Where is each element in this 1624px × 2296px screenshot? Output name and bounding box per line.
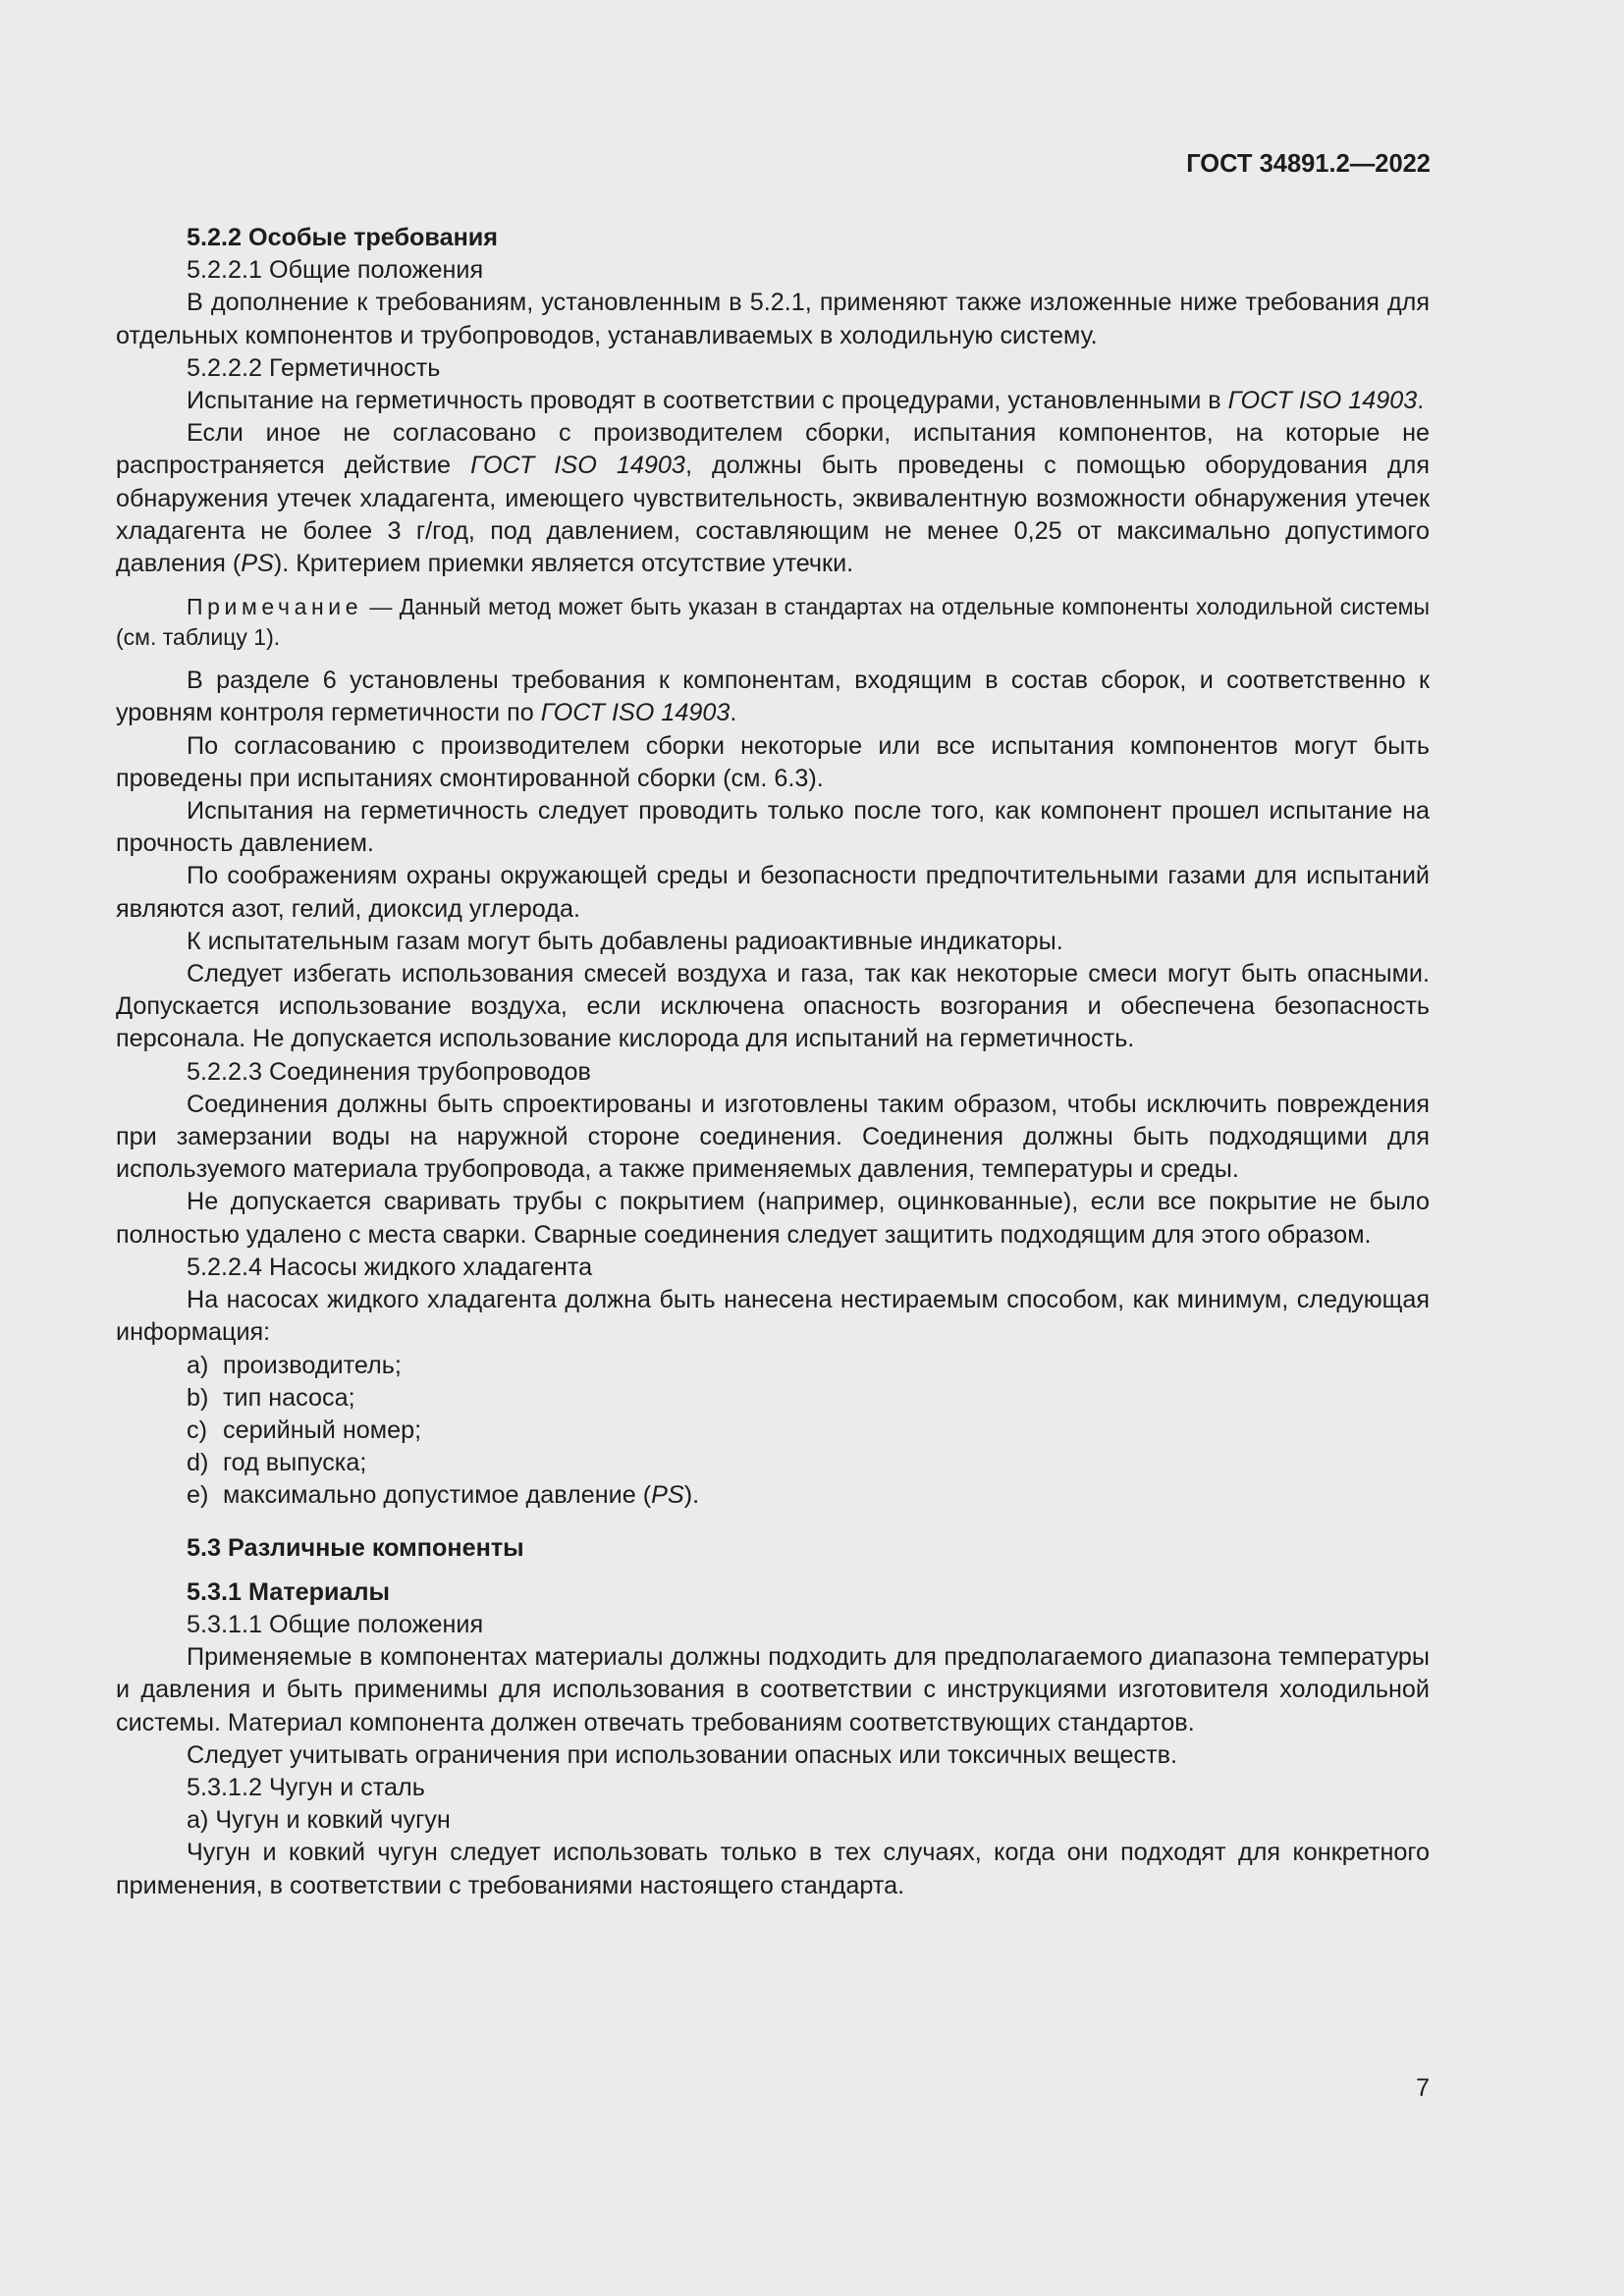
paragraph: По согласованию с производителем сборки некоторые или все испытания компонентов могут быть проведены при испытаниях смонтированной сборки (см. 6.3).	[116, 731, 1430, 792]
list-item: b) тип насоса;	[187, 1383, 355, 1412]
note: Примечание — Данный метод может быть указан в стандартах на отдельные компоненты холодильной системы (см. таблицу 1).	[116, 594, 1430, 651]
paragraph: Чугун и ковкий чугун следует использовать только в тех случаях, когда они подходят для конкретного применения, в соответствии с требованиями настоящего стандарта.	[116, 1839, 1430, 1899]
document-body	[116, 222, 1430, 1902]
paragraph: Следует избегать использования смесей воздуха и газа, так как некоторые смеси могут быть опасными. Допускается использование воздуха, если исключена опасность возгорания и обеспечена безопасность персонала. Не допускается использование кислорода для испытаний на герметичность.	[116, 960, 1430, 1053]
subsection-a: а) Чугун и ковкий чугун	[187, 1806, 451, 1835]
list-item: a) производитель;	[187, 1351, 402, 1379]
section-title-5-2-2: 5.2.2 Особые требования	[187, 224, 498, 251]
list-item: c) серийный номер;	[187, 1415, 422, 1444]
section-title-5-3-1-2: 5.3.1.2 Чугун и сталь	[187, 1773, 425, 1801]
section-title-5-2-2-1: 5.2.2.1 Общие положения	[187, 256, 484, 285]
standard-reference: ГОСТ ISO 14903	[1227, 387, 1418, 415]
paragraph: Применяемые в компонентах материалы должны подходить для предполагаемого диапазона температуры и давления и быть применимы для использования в соответствии с инструкциями изготовителя холодильной системы. Материал компонента должен отвечать требованиям соответствующих стандартов.	[116, 1643, 1430, 1736]
list-item: d) год выпуска;	[187, 1449, 367, 1477]
section-title-5-3-1: 5.3.1 Материалы	[187, 1577, 391, 1606]
paragraph: К испытательным газам могут быть добавлены радиоактивные индикаторы.	[187, 927, 1063, 955]
paragraph: Испытания на герметичность следует проводить только после того, как компонент прошел испытание на прочность давлением.	[116, 797, 1430, 858]
section-title-5-3-1-1: 5.3.1.1 Общие положения	[187, 1610, 484, 1638]
note-label: Примечание	[187, 594, 363, 620]
paragraph: Соединения должны быть спроектированы и изготовлены таким образом, чтобы исключить повреждения при замерзании воды на наружной стороне соединения. Соединения должны быть подходящими для используемого материала трубопровода, а также применяемых давления, температуры и среды.	[116, 1090, 1430, 1184]
paragraph: В дополнение к требованиям, установленным в 5.2.1, применяют также изложенные ниже требования для отдельных компонентов и трубопроводов, устанавливаемых в холодильную систему.	[116, 289, 1430, 349]
paragraph: Следует учитывать ограничения при использовании опасных или токсичных веществ.	[187, 1740, 1178, 1769]
page-number: 7	[1416, 2074, 1430, 2102]
section-title-5-3: 5.3 Различные компоненты	[187, 1533, 524, 1562]
paragraph: Испытание на герметичность проводят в соответствии с процедурами, установленными в ГОСТ ISO 14903.	[187, 387, 1425, 415]
paragraph: Если иное не согласовано с производителем сборки, испытания компонентов, на которые не распространяется действие ГОСТ ISO 14903, должны быть проведены с помощью оборудования для обнаружения утечек хладагента, имеющего чувствительность, эквивалентную возможности обнаружения утечек хладагента не более 3 г/год, под давлением, составляющим не менее 0,25 от максимально допустимого давления (PS). Критерием приемки является отсутствие утечки.	[116, 419, 1431, 578]
standard-reference: ГОСТ ISO 14903	[540, 699, 731, 727]
section-title-5-2-2-3: 5.2.2.3 Соединения трубопроводов	[187, 1057, 591, 1086]
standard-reference: ГОСТ ISO 14903	[470, 452, 685, 480]
paragraph: Не допускается сваривать трубы с покрытием (например, оцинкованные), если все покрытие не было полностью удалено с места сварки. Сварные соединения следует защитить подходящим для этого образом.	[116, 1188, 1430, 1249]
document-id: ГОСТ 34891.2—2022	[1186, 150, 1431, 178]
list-item: e) максимально допустимое давление (PS).	[187, 1481, 700, 1510]
ps-symbol: PS	[241, 550, 274, 578]
section-title-5-2-2-4: 5.2.2.4 Насосы жидкого хладагента	[187, 1253, 593, 1281]
section-title-5-2-2-2: 5.2.2.2 Герметичность	[187, 353, 441, 382]
paragraph: На насосах жидкого хладагента должна быть нанесена нестираемым способом, как минимум, следующая информация:	[116, 1286, 1430, 1347]
paragraph: В разделе 6 установлены требования к компонентам, входящим в состав сборок, и соответственно к уровням контроля герметичности по ГОСТ ISO 14903.	[116, 667, 1430, 727]
ps-symbol: PS	[651, 1481, 684, 1510]
paragraph: По соображениям охраны окружающей среды и безопасности предпочтительными газами для испытаний являются азот, гелий, диоксид углерода.	[116, 862, 1430, 923]
